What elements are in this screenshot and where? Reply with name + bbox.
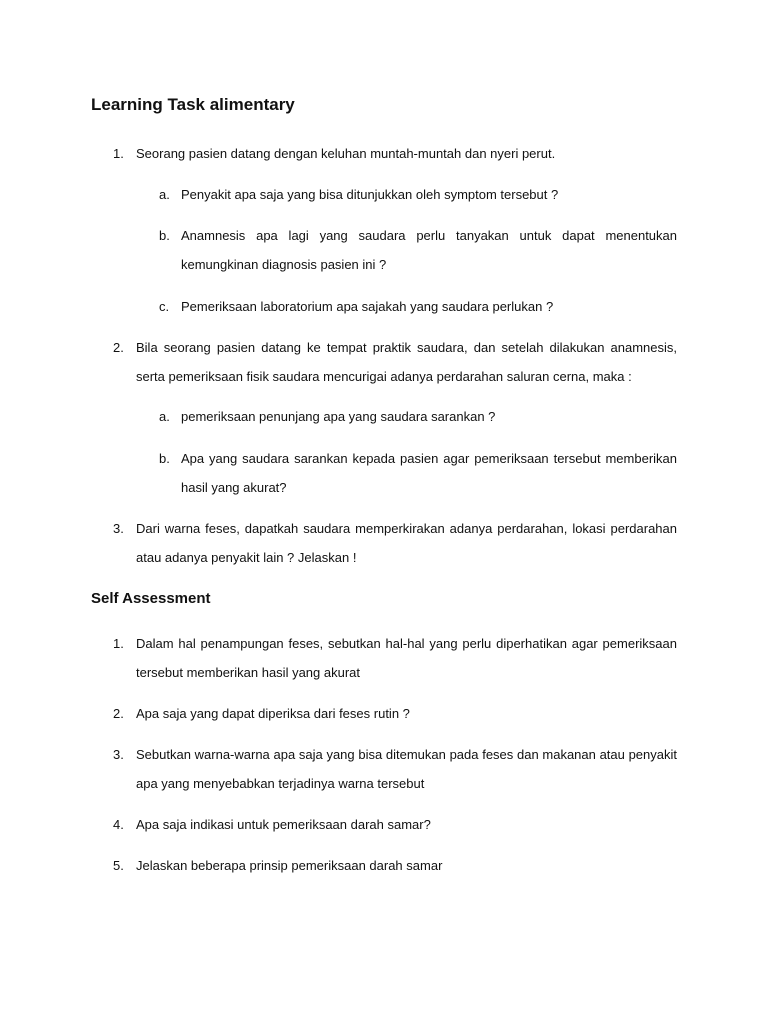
- item-number: 1.: [113, 636, 124, 651]
- item-text: Dalam hal penampungan feses, sebutkan hal-hal yang perlu diperhatikan agar pemeriksaan tersebut memberikan hasil yang akurat: [136, 636, 677, 680]
- sub-question-text: Apa yang saudara sarankan kepada pasien agar pemeriksaan tersebut memberikan hasil yang akurat?: [181, 451, 677, 495]
- question-text: Seorang pasien datang dengan keluhan muntah-muntah dan nyeri perut.: [136, 146, 556, 161]
- sub-question-text: Anamnesis apa lagi yang saudara perlu tanyakan untuk dapat menentukan kemungkinan diagnosis pasien ini ?: [181, 228, 677, 272]
- question-number: 3.: [113, 521, 124, 536]
- sub-question-label: b.: [159, 451, 170, 466]
- sub-question-label: c.: [159, 299, 170, 314]
- sub-question-text: Penyakit apa saja yang bisa ditunjukkan oleh symptom tersebut ?: [181, 187, 559, 202]
- item-text: Apa saja yang dapat diperiksa dari feses rutin ?: [136, 706, 410, 721]
- item-number: 3.: [113, 747, 124, 762]
- item-number: 2.: [113, 706, 124, 721]
- sub-question-text: pemeriksaan penunjang apa yang saudara sarankan ?: [181, 409, 496, 424]
- sub-question-text: Pemeriksaan laboratorium apa sajakah yang saudara perlukan ?: [181, 299, 554, 314]
- question-text: Bila seorang pasien datang ke tempat praktik saudara, dan setelah dilakukan anamnesis, serta pemeriksaan fisik saudara mencurigai adanya perdarahan saluran cerna, maka :: [136, 340, 677, 384]
- item-text: Apa saja indikasi untuk pemeriksaan darah samar?: [136, 817, 431, 832]
- sub-question-label: b.: [159, 228, 170, 243]
- learning-task-title: Learning Task alimentary: [91, 95, 295, 114]
- sub-question-label: a.: [159, 409, 170, 424]
- self-assessment-title: Self Assessment: [91, 590, 211, 607]
- item-number: 5.: [113, 858, 124, 873]
- question-number: 1.: [113, 146, 124, 161]
- sub-question-label: a.: [159, 187, 170, 202]
- question-text: Dari warna feses, dapatkah saudara memperkirakan adanya perdarahan, lokasi perdarahan atau adanya penyakit lain ? Jelaskan !: [136, 521, 677, 565]
- question-number: 2.: [113, 340, 124, 355]
- item-number: 4.: [113, 817, 124, 832]
- item-text: Sebutkan warna-warna apa saja yang bisa ditemukan pada feses dan makanan atau penyakit apa yang menyebabkan terjadinya warna tersebut: [136, 747, 677, 791]
- item-text: Jelaskan beberapa prinsip pemeriksaan darah samar: [136, 858, 443, 873]
